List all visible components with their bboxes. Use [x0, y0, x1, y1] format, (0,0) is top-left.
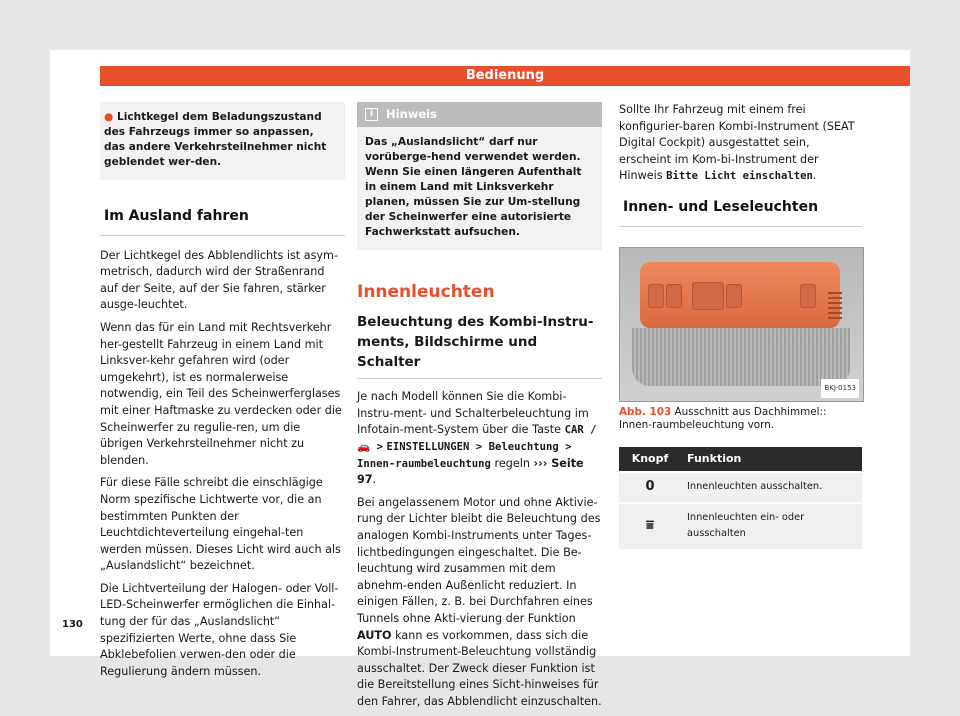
paragraph: Wenn das für ein Land mit Rechtsverkehr her-gestellt Fahrzeug in einem Land mit Linksver-kehr gefahren wird (oder umgekehrt), ist es normalerweise notwendig, ein Teil des Scheinwerferglases mit einer Haftmaske zu verdecken oder die Scheinwerfer zu regulie-ren, um die übrigen Verkehrsteilnehmer nicht zu blenden.: [100, 320, 342, 467]
display-message: Bitte Licht einschalten: [666, 170, 813, 183]
roof-console: [640, 262, 840, 328]
microphone-grille: [828, 292, 842, 322]
console-button: [726, 284, 742, 308]
note-text: Das „Auslandslicht“ darf nur vorüberge-hend verwendet werden. Wenn Sie einen längeren Aufenthalt in einem Land mit Linksverkehr planen, müssen Sie zur Um-stellung der Scheinwerfer eine autorisierte Fachwerkstatt aufsuchen.: [365, 135, 582, 238]
heading-leseleuchten: Innen- und Leseleuchten: [619, 199, 862, 227]
paragraph: Sollte Ihr Fahrzeug mit einem frei konfigurier-baren Kombi-Instrument (SEAT Digital Cockpit) ausgestattet sein, erscheint im Kom-bi-Instrument der Hinweis Bitte Licht einschalten.: [619, 103, 855, 183]
bullet-box: [100, 102, 345, 180]
column-3: [619, 102, 862, 549]
paragraph: Die Lichtverteilung der Halogen- oder Voll-LED-Scheinwerfer ermöglichen die Einhal-tung der für das „Auslandslicht“ spezifizierten Werte, ohne dass Sie Abklebefolien verwen-den oder die Regulierung ändern müssen.: [100, 581, 339, 678]
bullet-text: Lichtkegel dem Beladungszustand des Fahrzeugs immer so anpassen, das andere Verkehrsteilnehmer nicht geblendet wer-den.: [104, 111, 327, 168]
console-button: [800, 284, 816, 308]
table-row: [619, 503, 862, 549]
subsection-title: Beleuchtung des Kombi-Instru-ments, Bildschirme und Schalter: [357, 312, 602, 379]
car-key-label: CAR / 🚗 >: [357, 424, 597, 453]
table-header: Funktion: [681, 447, 862, 473]
console-button: [648, 284, 664, 308]
bullet-icon: ●: [104, 111, 117, 123]
page-reference: ››› Seite 97: [357, 456, 584, 487]
column-2: [357, 102, 602, 716]
console-button: [692, 282, 724, 310]
light-lens: [632, 328, 850, 386]
function-table: [619, 447, 862, 549]
section-title: Innenleuchten: [357, 281, 495, 302]
off-icon: 0: [619, 472, 681, 503]
page-number: 130: [62, 619, 83, 630]
figure-roof-console: [619, 247, 864, 402]
console-button: [666, 284, 682, 308]
heading-ausland: Im Ausland fahren: [100, 208, 345, 236]
table-cell: Innenleuchten ein- oder ausschalten: [681, 503, 862, 549]
info-icon: i: [365, 108, 378, 121]
figure-code: BKJ-0153: [821, 379, 859, 398]
column-1: [100, 102, 345, 686]
paragraph: Bei angelassenem Motor und ohne Aktivie-rung der Lichter bleibt die Beleuchtung des analogen Kombi-Instruments unter Tages-lichtbedingungen eingeschaltet. Die Be-leuchtung wird zusammen mit dem abnehm-enden Außenlicht reduziert. In einigen Fällen, z. B. bei Durchfahren eines Tunnels ohne Akti-vierung der Funktion AUTO kann es vorkommen, dass sich die Kombi-Instrument-Beleuchtung vollständig ausschaltet. Der Zweck dieser Funktion ist die Bereitstellung eines Sicht-hinweises für den Fahrer, das Abblendlicht einzuschalten.: [357, 495, 602, 708]
paragraph: Je nach Modell können Sie die Kombi-Instru-ment- und Schalterbeleuchtung im Infotain-ment-System über die Taste CAR / 🚗 > EINSTELLUNGEN > Beleuchtung > Innen-raumbeleuchtung regeln ››› Seite 97.: [357, 390, 597, 487]
table-header: Knopf: [619, 447, 681, 473]
table-row: [619, 472, 862, 503]
section-header: Bedienung: [100, 66, 910, 86]
note-title: Hinweis: [386, 107, 437, 121]
table-cell: Innenleuchten ausschalten.: [681, 472, 862, 503]
note-box: [357, 102, 602, 250]
menu-path: EINSTELLUNGEN > Beleuchtung > Innen-raumbeleuchtung: [357, 440, 572, 470]
paragraph: Der Lichtkegel des Abblendlichts ist asym-metrisch, dadurch wird der Straßenrand auf der Seite, auf der Sie fahren, stärker ausge-leuchtet.: [100, 248, 338, 312]
paragraph: Für diese Fälle schreibt die einschlägige Norm spezifische Lichtwerte vor, die an bestimmten Punkten der Leuchtdichteverteilung eingehal-ten werden müssen. Dieses Licht wird auch als „Auslandslicht“ bezeichnet.: [100, 476, 341, 573]
interior-light-icon: ⩸: [619, 503, 681, 549]
figure-caption: Abb. 103 Ausschnitt aus Dachhimmel:: Innen-raumbeleuchtung vorn.: [619, 405, 827, 432]
auto-label: AUTO: [357, 628, 392, 642]
page: [50, 50, 910, 708]
